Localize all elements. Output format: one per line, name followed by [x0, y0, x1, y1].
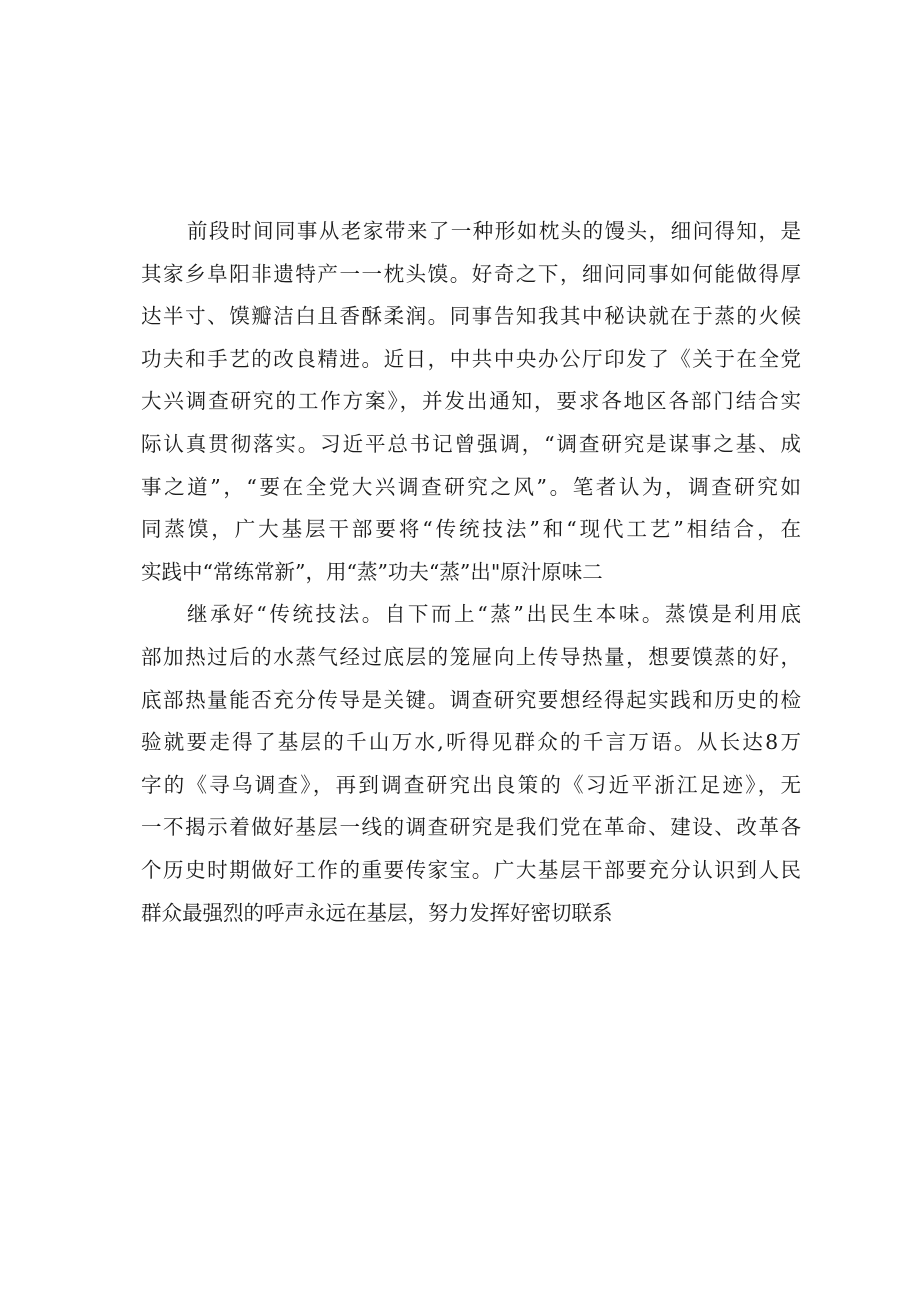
- text-line: 群众最强烈的呼声永远在基层，努力发挥好密切联系: [141, 900, 613, 925]
- text-line: 功夫和手艺的改良精进。近日，中共中央办公厅印发了《关于在全党: [141, 346, 801, 371]
- text-line: 字的《寻乌调查》，再到调查研究出良策的《习近平浙江足迹》，无: [141, 772, 801, 797]
- text-line: 事之道”，“要在全党大兴调查研究之风”。笔者认为，调查研究如: [141, 474, 801, 499]
- text-line: 个历史时期做好工作的重要传家宝。广大基层干部要充分认识到人民: [141, 857, 801, 882]
- paragraph-2: [141, 593, 801, 934]
- text-line: 实践中“常练常新”，用“蒸”功夫“蒸”出"原汁原味二: [141, 559, 603, 584]
- text-line: 继承好“传统技法。自下而上“蒸”出民生本味。蒸馍是利用底: [187, 602, 801, 627]
- text-line: 部加热过后的水蒸气经过底层的笼屉向上传导热量，想要馍蒸的好，: [141, 644, 801, 669]
- text-line: 大兴调查研究的工作方案》，并发出通知，要求各地区各部门结合实: [141, 389, 801, 414]
- text-line: 同蒸馍，广大基层干部要将“传统技法”和“现代工艺”相结合，在: [141, 517, 801, 542]
- text-line: 其家乡阜阳非遗特产一一枕头馍。好奇之下，细问同事如何能做得厚: [141, 261, 801, 286]
- text-line: 验就要走得了基层的千山万水,听得见群众的千言万语。从长达8万: [141, 730, 801, 755]
- text-line: 底部热量能否充分传导是关键。调查研究要想经得起实践和历史的检: [141, 687, 801, 712]
- text-line: 一不揭示着做好基层一线的调查研究是我们党在革命、建设、改革各: [141, 815, 801, 840]
- paragraph-1: [141, 210, 801, 593]
- text-line: 际认真贯彻落实。习近平总书记曾强调，“调查研究是谋事之基、成: [141, 431, 801, 456]
- text-line: 达半寸、馍瓣洁白且香酥柔润。同事告知我其中秘诀就在于蒸的火候: [141, 304, 801, 329]
- document-body: [141, 210, 801, 934]
- text-line: 前段时间同事从老家带来了一种形如枕头的馒头，细问得知，是: [187, 219, 801, 243]
